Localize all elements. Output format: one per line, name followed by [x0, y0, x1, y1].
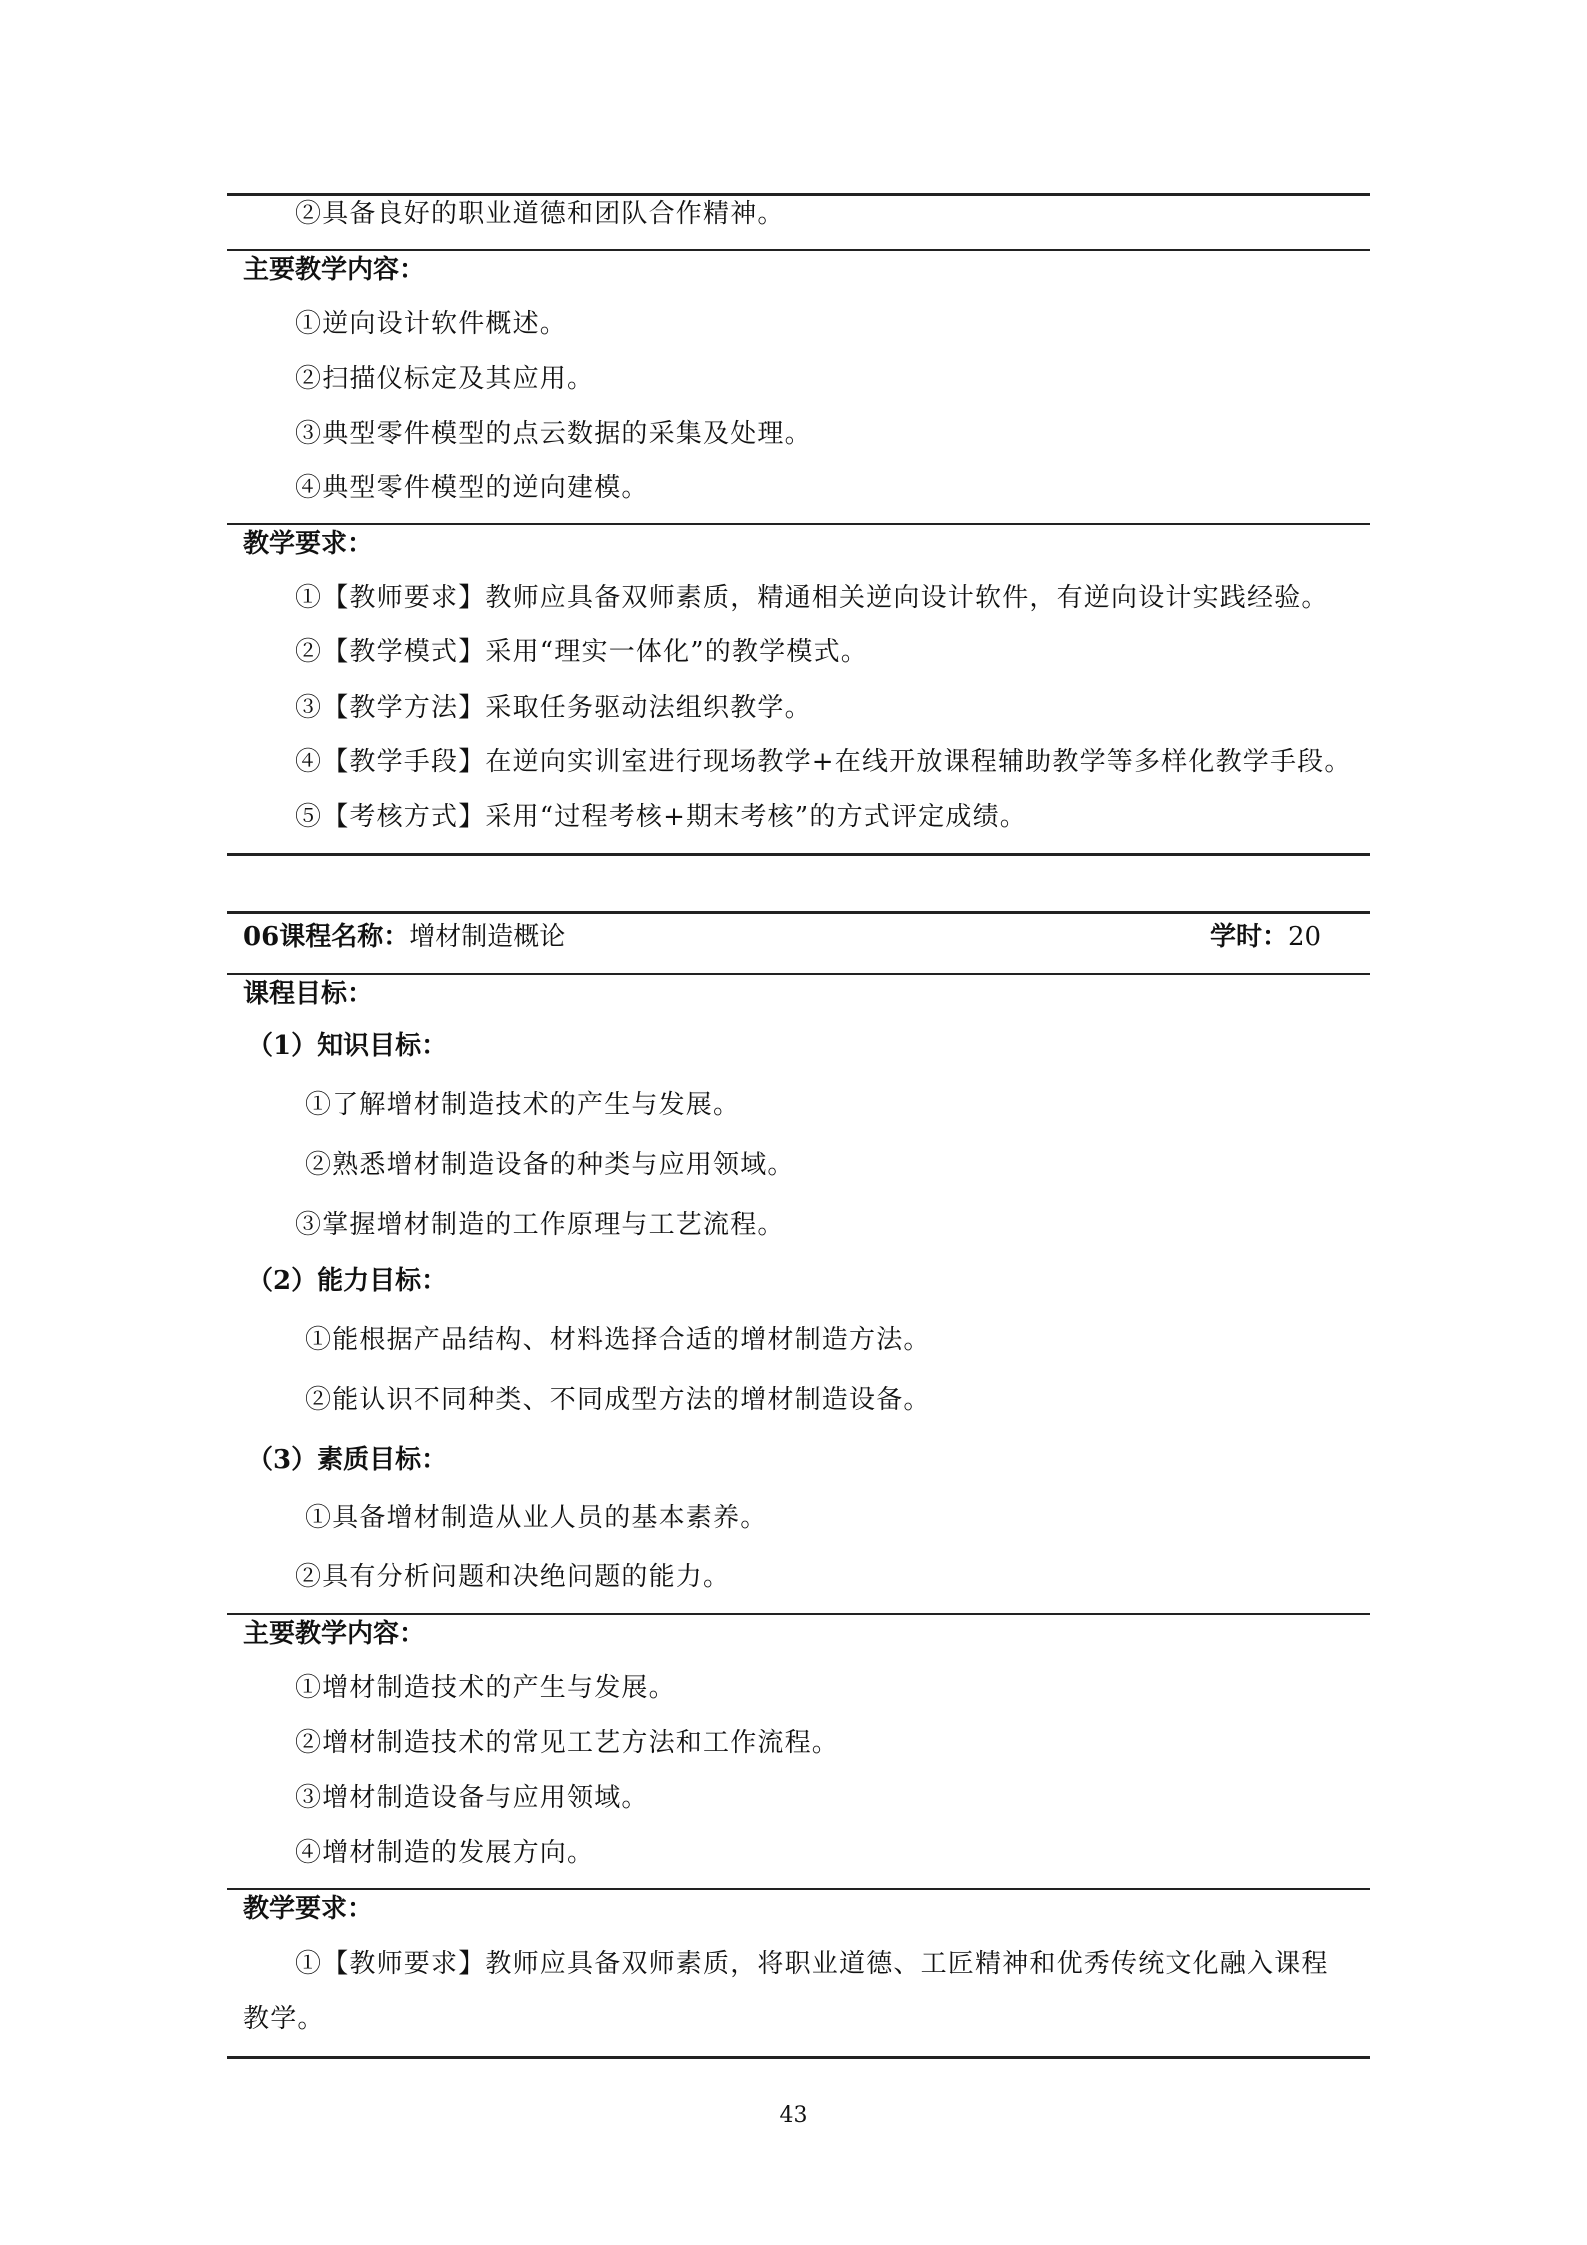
- list-item: [0, 1498, 1587, 1538]
- content-heading: 主要教学内容：: [243, 1619, 426, 1649]
- requirement-item: ①【教师要求】教师应具备双师素质，将职业道德、工匠精神和优秀传统文化融入课程: [295, 1949, 1329, 1979]
- content-item: ③典型零件模型的点云数据的采集及处理。: [295, 419, 812, 449]
- content-item: ②增材制造技术的常见工艺方法和工作流程。: [295, 1728, 840, 1758]
- list-item: [0, 468, 1587, 508]
- list-item: [0, 1668, 1587, 1708]
- list-item: [0, 1723, 1587, 1763]
- list-item: [0, 1833, 1587, 1873]
- list-item: [0, 742, 1587, 782]
- requirement-item: ①【教师要求】教师应具备双师素质，精通相关逆向设计软件，有逆向设计实践经验。: [295, 583, 1329, 613]
- content-heading-row: [0, 250, 1587, 290]
- content-item: ①增材制造技术的产生与发展。: [295, 1673, 676, 1703]
- knowledge-item: ①了解增材制造技术的产生与发展。: [305, 1090, 741, 1120]
- list-item: [0, 1145, 1587, 1185]
- content-item: ③增材制造设备与应用领域。: [295, 1783, 649, 1813]
- requirement-item: ③【教学方法】采取任务驱动法组织教学。: [295, 693, 812, 723]
- content-item: ②扫描仪标定及其应用。: [295, 364, 595, 394]
- knowledge-item: ②熟悉增材制造设备的种类与应用领域。: [305, 1150, 795, 1180]
- requirement-heading: 教学要求：: [243, 1894, 374, 1924]
- ability-item: ①能根据产品结构、材料选择合适的增材制造方法。: [305, 1325, 931, 1355]
- list-item: [0, 1944, 1587, 1984]
- goal-heading: 课程目标：: [243, 979, 374, 1009]
- content-item: ①逆向设计软件概述。: [295, 309, 568, 339]
- objective-line: [0, 194, 1587, 234]
- table-bottom-rule: [227, 853, 1370, 856]
- table-bottom-rule: [227, 2056, 1370, 2059]
- course-name: 增材制造概论: [409, 922, 566, 952]
- list-item: [0, 688, 1587, 728]
- list-item: [0, 1380, 1587, 1420]
- knowledge-item: ③掌握增材制造的工作原理与工艺流程。: [295, 1210, 785, 1240]
- list-item: [0, 1778, 1587, 1818]
- quality-item: ①具备增材制造从业人员的基本素养。: [305, 1503, 768, 1533]
- list-item: [0, 304, 1587, 344]
- list-item: [0, 1557, 1587, 1597]
- knowledge-heading-row: [0, 1026, 1587, 1066]
- list-item: [0, 797, 1587, 837]
- list-item: [0, 632, 1587, 672]
- ability-item: ②能认识不同种类、不同成型方法的增材制造设备。: [305, 1385, 931, 1415]
- quality-heading-row: [0, 1440, 1587, 1480]
- requirement-item: ②【教学模式】采用“理实一体化”的教学模式。: [295, 637, 868, 667]
- page-number: 43: [779, 2103, 808, 2128]
- table-top-rule: [227, 911, 1370, 914]
- course-header-row: [0, 917, 1587, 957]
- knowledge-heading: （1）知识目标：: [247, 1031, 448, 1061]
- content-item: ④增材制造的发展方向。: [295, 1838, 595, 1868]
- objective-text: ②具备良好的职业道德和团队合作精神。: [295, 199, 785, 229]
- hours-value: 20: [1288, 922, 1322, 952]
- list-item: [0, 359, 1587, 399]
- list-item: [0, 1320, 1587, 1360]
- requirement-item: ④【教学手段】在逆向实训室进行现场教学+在线开放课程辅助教学等多样化教学手段。: [295, 747, 1352, 777]
- requirement-heading-row: [0, 524, 1587, 564]
- requirement-item: ⑤【考核方式】采用“过程考核+期末考核”的方式评定成绩。: [295, 802, 1027, 832]
- quality-item: ②具有分析问题和决绝问题的能力。: [295, 1562, 731, 1592]
- list-item: [0, 1205, 1587, 1245]
- requirement-item-continued: 教学。: [243, 2004, 325, 2034]
- ability-heading: （2）能力目标：: [247, 1266, 448, 1296]
- content-heading: 主要教学内容：: [243, 255, 426, 285]
- hours-label: 学时：: [1210, 922, 1289, 952]
- course-number: 06: [243, 922, 280, 952]
- quality-heading: （3）素质目标：: [247, 1445, 448, 1475]
- goal-heading-row: [0, 974, 1587, 1014]
- content-item: ④典型零件模型的逆向建模。: [295, 473, 649, 503]
- content-heading-row: [0, 1614, 1587, 1654]
- list-item: [0, 414, 1587, 454]
- course-name-label: 课程名称：: [279, 922, 410, 952]
- ability-heading-row: [0, 1261, 1587, 1301]
- list-item: [0, 1085, 1587, 1125]
- requirement-heading-row: [0, 1889, 1587, 1929]
- requirement-heading: 教学要求：: [243, 529, 374, 559]
- list-item: [0, 578, 1587, 618]
- list-item-continued: [0, 1999, 1587, 2039]
- course-title: [243, 917, 565, 957]
- course-hours: [1210, 917, 1321, 957]
